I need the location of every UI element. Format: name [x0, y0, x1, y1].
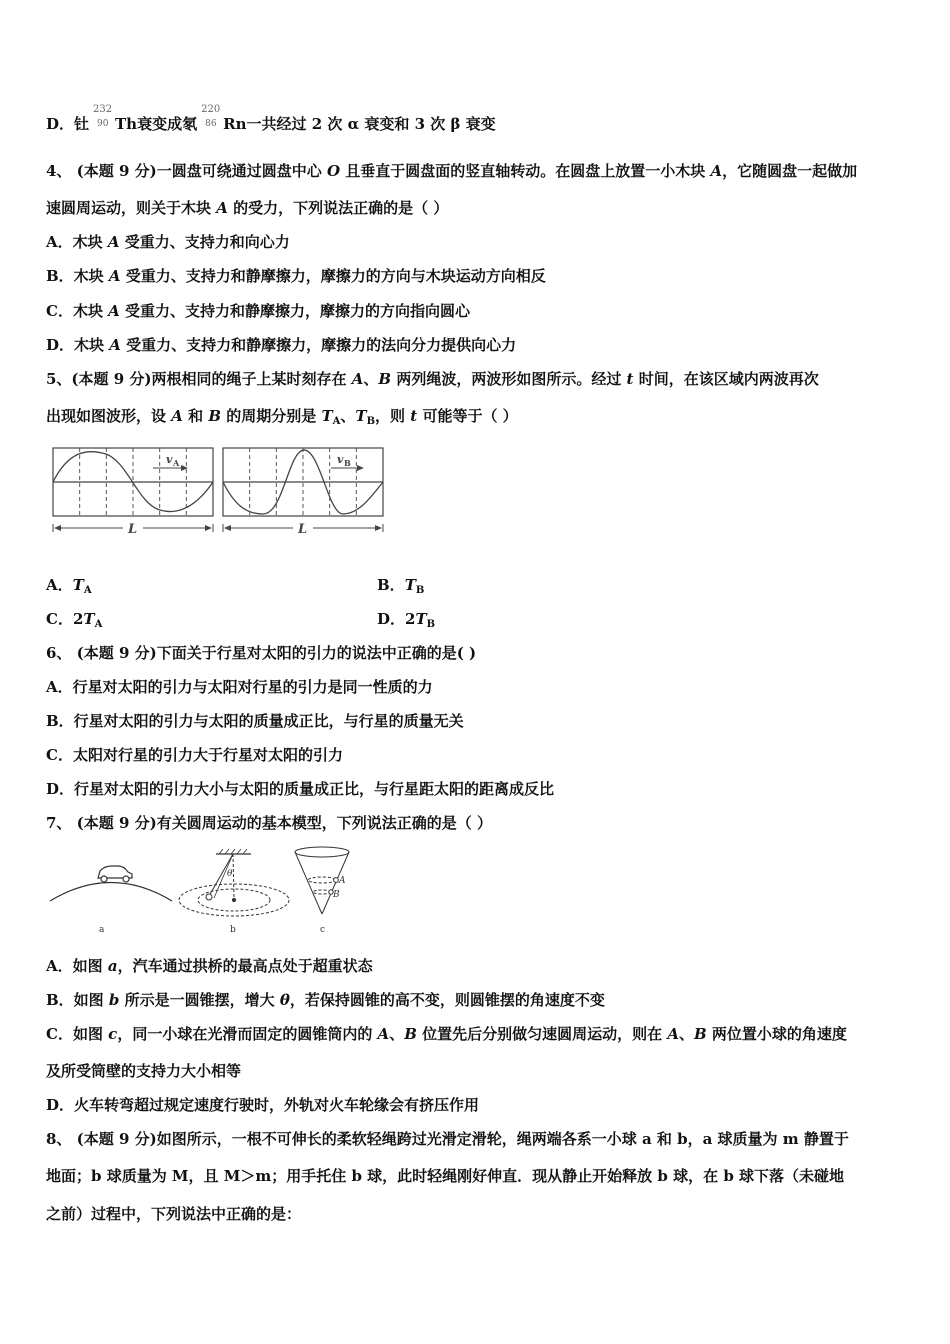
q6-option-d[interactable]: D．行星对太阳的引力大小与太阳的质量成正比，与行星距太阳的距离成反比 [46, 780, 555, 798]
fig-label-b: b [230, 925, 236, 935]
q7-option-c-line-2: 及所受筒壁的支持力大小相等 [46, 1062, 242, 1080]
thorium-isotope: 232 90 [93, 104, 113, 129]
q6-option-b[interactable]: B．行星对太阳的引力与太阳的质量成正比，与行星的质量无关 [46, 712, 464, 730]
q7-option-a[interactable]: A．如图 a，汽车通过拱桥的最高点处于超重状态 [46, 957, 373, 975]
fig-label-c: c [320, 925, 326, 935]
q5-wave-figure [48, 444, 388, 540]
q5-option-d[interactable]: D．$2T_B$ [377, 610, 436, 630]
q5-stem-line-2: 出现如图波形，设 A 和 B 的周期分别是 $T_A$、$T_B$，则 t 可能等于（ ） [46, 407, 518, 427]
conical-pendulum-diagram [179, 849, 289, 916]
q7-option-b[interactable]: B．如图 b 所示是一圆锥摆，增大 θ，若保持圆锥的高不变，则圆锥摆的角速度不变 [46, 991, 605, 1009]
q5-stem-line-1: 5、(本题 9 分)两根相同的绳子上某时刻存在 A、B 两列绳波，两波形如图所示。经过 t 时间，在该区域内两波再次 [46, 370, 819, 388]
q5-option-c[interactable]: C．$2T_A$ [46, 610, 103, 630]
fig-point-b-label: B [333, 890, 340, 900]
wave-b-velocity-sub: B [344, 458, 351, 468]
q5-option-a[interactable]: A．$T_A$ [46, 576, 92, 596]
q4-option-b[interactable]: B．木块 A 受重力、支持力和静摩擦力，摩擦力的方向与木块运动方向相反 [46, 267, 546, 285]
q7-stem: 7、 (本题 9 分)有关圆周运动的基本模型，下列说法正确的是（ ） [46, 814, 492, 832]
q7-circular-motion-figure [46, 846, 356, 938]
q7-option-d[interactable]: D．火车转弯超过规定速度行驶时，外轨对火车轮缘会有挤压作用 [46, 1096, 480, 1114]
radon-symbol: Rn [223, 115, 247, 133]
q5-option-b[interactable]: B．$T_B$ [377, 576, 425, 596]
fig-theta-label: θ [227, 869, 233, 879]
q3-option-d[interactable]: D．钍 232 90 Th衰变成氡 220 86 Rn一共经过 2 次 α 衰变和 3 次 β 衰变 [46, 104, 496, 133]
wave-b-length-label: L [298, 522, 308, 537]
q6-stem: 6、 (本题 9 分)下面关于行星对太阳的引力的说法中正确的是( ) [46, 644, 477, 662]
wave-a-velocity-sub: A [173, 458, 180, 468]
q4-option-d[interactable]: D．木块 A 受重力、支持力和静摩擦力，摩擦力的法向分力提供向心力 [46, 336, 517, 354]
bridge-car-diagram [50, 866, 172, 901]
fig-point-a-label: A [339, 876, 346, 886]
wave-a-panel [53, 448, 213, 516]
wave-a-length-label: L [128, 522, 138, 537]
q4-stem-line-1: 4、 (本题 9 分)一圆盘可绕通过圆盘中心 O 且垂直于圆盘面的竖直轴转动。在圆盘上放置一小木块 A，它随圆盘一起做加 [46, 162, 858, 180]
q8-stem-line-2: 地面；b 球质量为 M，且 M＞m；用手托住 b 球，此时轻绳刚好伸直．现从静止开始释放 b 球，在 b 球下落（未碰地 [46, 1167, 845, 1185]
q6-option-c[interactable]: C．太阳对行星的引力大于行星对太阳的引力 [46, 746, 343, 764]
q6-option-a[interactable]: A．行星对太阳的引力与太阳对行星的引力是同一性质的力 [46, 678, 433, 696]
wave-b-velocity-label: v [337, 453, 344, 466]
q8-stem-line-3: 之前）过程中，下列说法中正确的是： [46, 1205, 302, 1223]
q8-stem-line-1: 8、 (本题 9 分)如图所示，一根不可伸长的柔软轻绳跨过光滑定滑轮，绳两端各系一小球 a 和 b，a 球质量为 m 静置于 [46, 1130, 849, 1148]
q4-option-c[interactable]: C．木块 A 受重力、支持力和静摩擦力，摩擦力的方向指向圆心 [46, 302, 471, 320]
q7-option-c[interactable]: C．如图 c，同一小球在光滑而固定的圆锥筒内的 A、B 位置先后分别做匀速圆周运动，则在 A、B 两位置小球的角速度 [46, 1025, 847, 1043]
wave-a-velocity-label: v [166, 453, 173, 466]
radon-isotope: 220 86 [201, 104, 221, 129]
q4-stem-line-2: 速圆周运动，则关于木块 A 的受力，下列说法正确的是（ ） [46, 199, 449, 217]
q3-option-d-label: D．钍 [46, 115, 90, 133]
fig-label-a: a [99, 925, 105, 935]
thorium-symbol: Th [115, 115, 138, 133]
wave-b-panel [223, 448, 383, 516]
q4-option-a[interactable]: A．木块 A 受重力、支持力和向心力 [46, 233, 290, 251]
